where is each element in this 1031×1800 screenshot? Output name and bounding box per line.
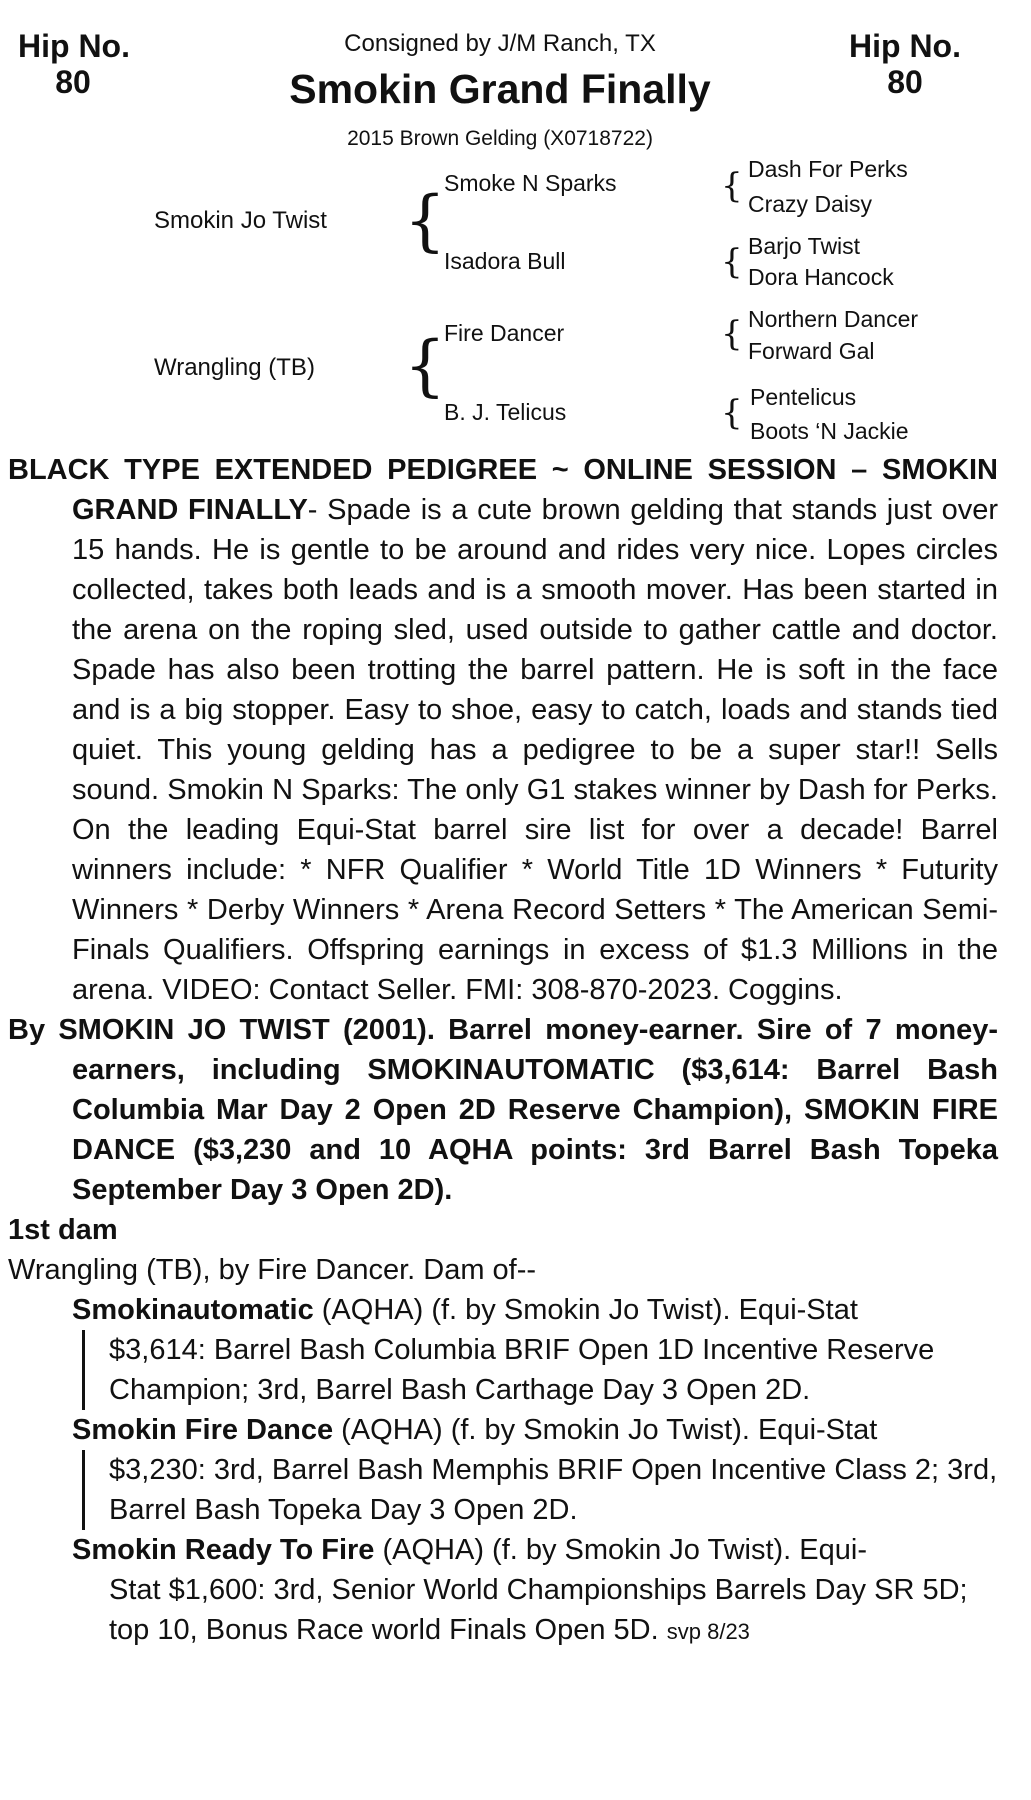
- consigned-by: Consigned by J/M Ranch, TX: [344, 30, 656, 57]
- offspring-name: Smokinautomatic: [72, 1294, 314, 1326]
- offspring-name: Smokin Fire Dance: [72, 1414, 334, 1446]
- pedigree-dam-dam: B. J. Telicus: [444, 399, 567, 425]
- brace-g2: {: [721, 242, 743, 282]
- pedigree-g3: Barjo Twist: [748, 233, 861, 259]
- section-title: BLACK TYPE EXTENDED PEDIGREE ~ ONLINE SESSION –: [8, 454, 868, 486]
- offspring-details: (AQHA) (f. by Smokin Jo Twist). Equi-: [374, 1534, 867, 1566]
- description-text: - Spade is a cute brown gelding that stands just over 15 hands. He is gentle to be around and rides very nice. Lopes circles collected, takes both leads and is a smooth mover. Has been started in the arena on the roping sled, used outside to gather cattle and doctor. Spade has also been trotting the barrel pattern. He is soft in the face and is a big stopper. Easy to shoe, easy to catch, loads and stands tied quiet. This young gelding has a pedigree to be a super star!! Sells sound. Smokin N Sparks: The only G1 stakes winner by Dash for Perks. On the leading Equi-Stat barrel sire list for over a decade! Barrel winners include: * NFR Qualifier * World Title 1D Winners * Futurity Winners * Derby Winners * Arena Record Setters * The American Semi-Finals Qualifiers. Offspring earnings in excess of $1.3 Millions in the arena. VIDEO: Contact Seller. FMI: 308-870-2023. Coggins.: [72, 494, 998, 1006]
- catalog-body: [8, 450, 998, 1652]
- pedigree-g5: Northern Dancer: [748, 306, 919, 332]
- lead-horse-name: SMOKIN GRAND FINALLY: [72, 454, 998, 526]
- offspring-list: [72, 1290, 998, 1652]
- first-dam-line: Wrangling (TB), by Fire Dancer. Dam of--: [8, 1254, 537, 1286]
- pedigree-sire-dam: Isadora Bull: [444, 248, 566, 274]
- offspring-details: (AQHA) (f. by Smokin Jo Twist). Equi-Stat: [333, 1414, 878, 1446]
- hip-label-right: Hip No.: [849, 28, 961, 64]
- horse-name: Smokin Grand Finally: [289, 66, 711, 112]
- pedigree-sire: Smokin Jo Twist: [154, 207, 327, 234]
- brace-g1: {: [721, 166, 743, 206]
- pedigree-g1: Dash For Perks: [748, 156, 908, 182]
- pedigree-g6: Forward Gal: [748, 338, 875, 364]
- offspring-name: Smokin Ready To Fire: [72, 1534, 375, 1566]
- footnote: svp 8/23: [666, 1619, 750, 1644]
- pedigree-dam: Wrangling (TB): [154, 354, 315, 381]
- hip-value-left: 80: [55, 64, 91, 100]
- first-dam-heading: 1st dam: [8, 1214, 118, 1246]
- brace-dam: {: [404, 327, 446, 404]
- offspring-entry: [72, 1530, 998, 1652]
- brace-sire: {: [404, 182, 446, 259]
- hip-number-left: [18, 28, 128, 100]
- hip-number-right: [840, 28, 970, 100]
- offspring-record: $3,614: Barrel Bash Columbia BRIF Open 1D Incentive Reserve Champion; 3rd, Barrel Bash Carthage Day 3 Open 2D.: [82, 1330, 998, 1410]
- offspring-record: [82, 1570, 998, 1652]
- hip-value-right: 80: [887, 64, 923, 100]
- offspring-record: $3,230: 3rd, Barrel Bash Memphis BRIF Open Incentive Class 2; 3rd, Barrel Bash Topeka Day 3 Open 2D.: [82, 1450, 998, 1530]
- description-paragraph: [8, 450, 998, 1010]
- offspring-entry: [72, 1290, 998, 1410]
- pedigree-g4: Dora Hancock: [748, 264, 894, 290]
- pedigree-g2: Crazy Daisy: [748, 191, 872, 217]
- offspring-entry: [72, 1410, 998, 1530]
- pedigree-dam-sire: Fire Dancer: [444, 320, 565, 346]
- brace-g4: {: [721, 393, 743, 433]
- offspring-details: (AQHA) (f. by Smokin Jo Twist). Equi-Stat: [313, 1294, 858, 1326]
- sire-paragraph: By SMOKIN JO TWIST (2001). Barrel money-earner. Sire of 7 money-earners, including SMOKINAUTOMATIC ($3,614: Barrel Bash Columbia Mar Day 2 Open 2D Reserve Champion), SMOKIN FIRE DANCE ($3,230 and 10 AQHA points: 3rd Barrel Bash Topeka September Day 3 Open 2D).: [8, 1014, 998, 1206]
- pedigree-sire-sire: Smoke N Sparks: [444, 170, 617, 196]
- brace-g3: {: [721, 314, 743, 354]
- hip-label-left: Hip No.: [18, 28, 130, 64]
- pedigree-g8: Boots ‘N Jackie: [750, 418, 909, 444]
- horse-description: 2015 Brown Gelding (X0718722): [347, 127, 653, 150]
- pedigree-g7: Pentelicus: [750, 384, 857, 410]
- offspring-record-text: Stat $1,600: 3rd, Senior World Championships Barrels Day SR 5D; top 10, Bonus Race world Finals Open 5D.: [109, 1574, 968, 1646]
